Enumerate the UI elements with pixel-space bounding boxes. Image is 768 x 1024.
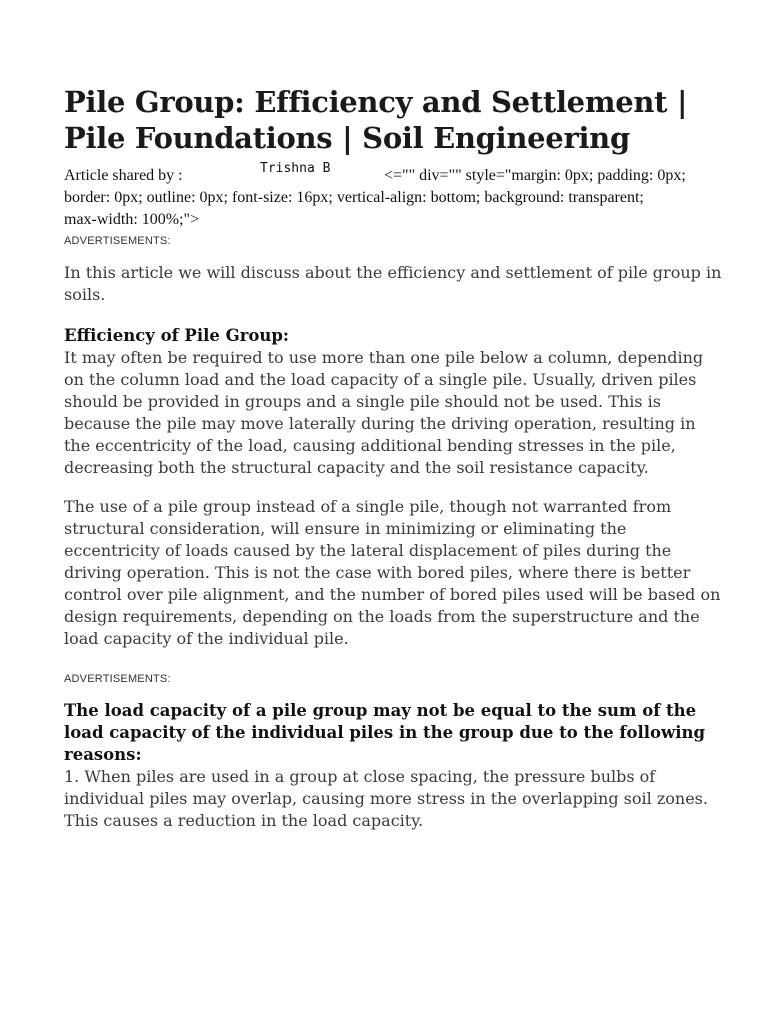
article — [64, 84, 724, 832]
advertisement-label-2: ADVERTISEMENTS: — [64, 673, 171, 685]
reason-item-1: 1. When piles are used in a group at close spacing, the pressure bulbs of individual piles may overlap, causing more stress in the overlapping soil zones. This causes a reduction in the load capacity. — [64, 767, 708, 830]
section-heading-efficiency: Efficiency of Pile Group: — [64, 326, 290, 345]
byline-label: Article shared by : — [64, 167, 183, 184]
paragraph-pile-group-use: The use of a pile group instead of a single pile, though not warranted from structural consideration, will ensure in minimizing or eliminating the eccentricity of loads caused by the lateral displacement of piles during the driving operation. This is not the case with bored piles, where there is better control over pile alignment, and the number of bored piles used will be based on design requirements, depending on the loads from the superstructure and the load capacity of the individual pile. — [64, 497, 721, 648]
section-heading-load-capacity: The load capacity of a pile group may not be equal to the sum of the load capacity of the individual piles in the group due to the following reasons: — [64, 701, 705, 764]
author-name[interactable]: Trishna B — [260, 161, 331, 176]
byline — [64, 161, 724, 231]
intro-paragraph: In this article we will discuss about the efficiency and settlement of pile group in soils. — [64, 263, 722, 304]
paragraph-efficiency: It may often be required to use more than one pile below a column, depending on the column load and the load capacity of a single pile. Usually, driven piles should be provided in groups and a single pile should not be used. This is because the pile may move laterally during the driving operation, resulting in the eccentricity of the load, causing additional bending stresses in the pile, decreasing both the structural capacity and the soil resistance capacity. — [64, 348, 704, 477]
byline-markup-text: <="" div="" style="margin: 0px; padding: 0px; — [384, 167, 686, 184]
byline-markup-text-2: border: 0px; outline: 0px; font-size: 16px; vertical-align: bottom; background: transparent; — [64, 189, 644, 206]
byline-markup-text-3: max-width: 100%;"> — [64, 211, 200, 228]
advertisement-label: ADVERTISEMENTS: — [64, 235, 171, 247]
article-title: Pile Group: Efficiency and Settlement | Pile Foundations | Soil Engineering — [64, 85, 688, 155]
